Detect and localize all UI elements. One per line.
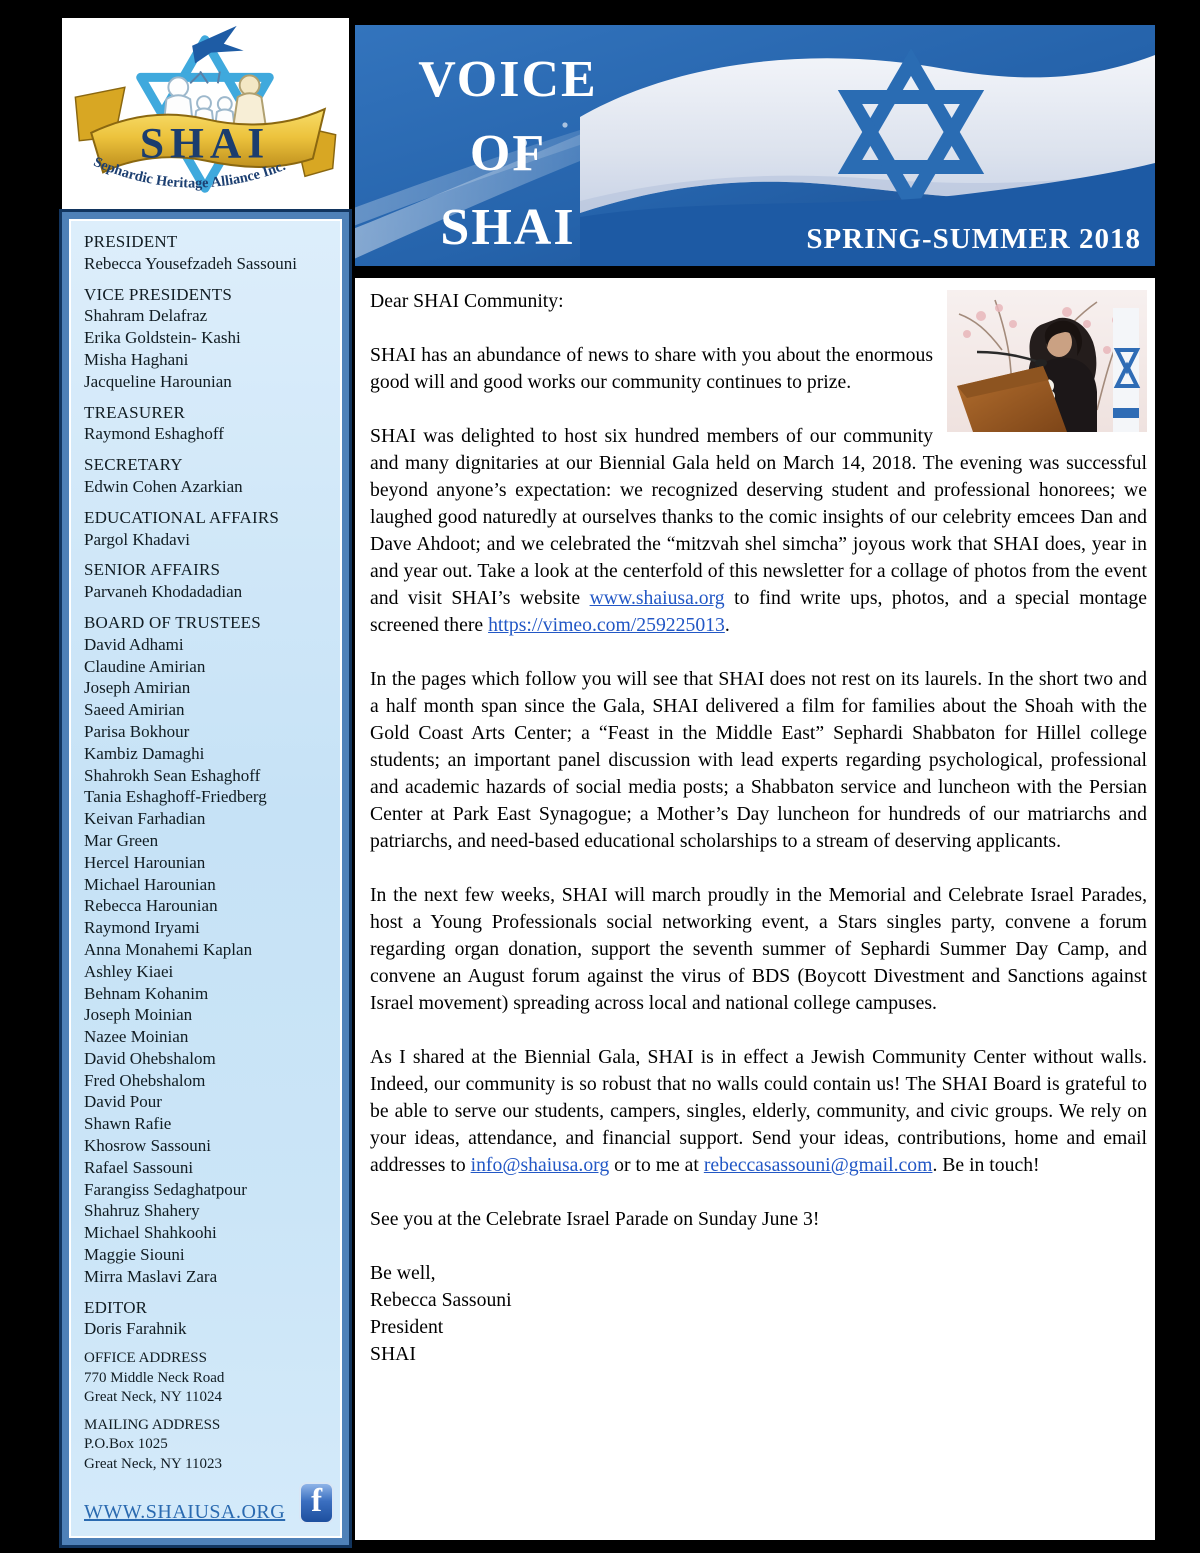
address-header: MAILING ADDRESS xyxy=(84,1416,221,1433)
person-name: Misha Haghani xyxy=(84,349,189,369)
president-photo xyxy=(947,290,1147,432)
person-name: Michael Harounian xyxy=(84,874,216,894)
name-list xyxy=(84,581,334,603)
section-header: SECRETARY xyxy=(84,455,183,475)
person-name: Claudine Amirian xyxy=(84,656,206,676)
letter-paragraph xyxy=(370,882,1147,1017)
text-run: . Be in touch! xyxy=(932,1154,1040,1176)
person-name: Fred Ohebshalom xyxy=(84,1070,206,1090)
name-list xyxy=(84,253,334,275)
person-name: Joseph Moinian xyxy=(84,1005,193,1025)
person-name: Kambiz Damaghi xyxy=(84,743,205,763)
masthead-banner xyxy=(355,25,1155,266)
signature-line: Rebecca Sassouni xyxy=(370,1289,512,1311)
signature-line: Be well, xyxy=(370,1262,436,1284)
person-name: Raymond Eshaghoff xyxy=(84,424,224,444)
signature-line: SHAI xyxy=(370,1343,416,1365)
address-line: P.O.Box 1025 xyxy=(84,1436,168,1453)
text-run: SHAI has an abundance of news to share with you about the enormous good will and good works our community continues to prize. xyxy=(370,344,933,393)
person-name: David Adhami xyxy=(84,634,184,654)
person-name: Shahram Delafraz xyxy=(84,306,208,326)
sidebar-section-editor xyxy=(84,1297,334,1341)
person-name: Jacqueline Harounian xyxy=(84,371,232,391)
text-run: See you at the Celebrate Israel Parade on Sunday June 3! xyxy=(370,1208,820,1230)
sidebar-section-educational-affairs xyxy=(84,507,334,551)
name-list xyxy=(84,423,334,445)
address-line: 770 Middle Neck Road xyxy=(84,1369,225,1386)
letter-content xyxy=(355,278,1155,1540)
name-list xyxy=(84,634,334,1288)
name-list xyxy=(84,305,334,392)
text-run: In the pages which follow you will see that SHAI does not rest on its laurels. In the short two and a half month span since the Gala, SHAI delivered a film for families about the Shoah with the Gold Coast Arts Center; a “Feast in the Middle East” Sephardi Shabbaton for Hillel college students; an important panel discussion with lead experts regarding psychological, professional and academic hazards of social media posts; a Shabbaton service and luncheon with the Persian Center at Park East Synagogue; a Mother’s Day luncheon for hundreds of our matriarchs and patriarchs, and need-based educational scholarships to a stream of deserving applicants. xyxy=(370,668,1147,852)
mailing-address xyxy=(84,1416,334,1475)
text-run: As I shared at the Biennial Gala, SHAI is in effect a Jewish Community Center without walls. Indeed, our community is so robust that no walls could contain us! The SHAI Board is grateful to be able to serve our students, campers, singles, elderly, community, and civic groups. We rely on your ideas, attendance, and financial support. Send your ideas, contributions, home and email addresses to xyxy=(370,1046,1147,1176)
title-line: VOICE xyxy=(418,51,598,108)
person-name: Farangiss Sedaghatpour xyxy=(84,1179,247,1199)
officers-sidebar xyxy=(62,212,349,1545)
website-link[interactable]: WWW.SHAIUSA.ORG xyxy=(84,1501,286,1524)
salutation: Dear SHAI Community: xyxy=(370,290,564,312)
sidebar-section-president xyxy=(84,231,334,275)
text-run: . xyxy=(724,614,730,636)
person-name: Raymond Iryami xyxy=(84,918,200,938)
person-name: Maggie Siouni xyxy=(84,1245,185,1265)
person-name: Nazee Moinian xyxy=(84,1027,189,1047)
logo-tagline: Sephardic Heritage Alliance Inc. xyxy=(91,154,288,192)
inline-link[interactable]: www.shaiusa.org xyxy=(589,587,725,609)
person-name: Khosrow Sassouni xyxy=(84,1136,212,1156)
name-list xyxy=(84,476,334,498)
letter-paragraph xyxy=(370,423,1147,639)
sidebar-section-secretary xyxy=(84,454,334,498)
person-name: Pargol Khadavi xyxy=(84,529,190,549)
person-name: Tania Eshaghoff-Friedberg xyxy=(84,787,267,807)
person-name: David Pour xyxy=(84,1092,162,1112)
address-line: Great Neck, NY 11024 xyxy=(84,1389,223,1406)
letter-paragraph xyxy=(370,1044,1147,1179)
section-header: BOARD OF TRUSTEES xyxy=(84,612,261,632)
person-name: Saeed Amirian xyxy=(84,700,185,720)
person-name: David Ohebshalom xyxy=(84,1048,216,1068)
person-name: Rebecca Yousefzadeh Sassouni xyxy=(84,253,297,273)
person-name: Joseph Amirian xyxy=(84,678,191,698)
text-run: to find write ups, photos, and a special montage screened there xyxy=(370,587,1147,636)
sidebar-section-trustees xyxy=(84,612,334,1288)
shai-logo-graphic xyxy=(62,18,349,210)
address-lines xyxy=(84,1435,334,1474)
name-list xyxy=(84,1318,334,1340)
shai-logo xyxy=(62,18,349,210)
section-header: PRESIDENT xyxy=(84,232,178,251)
section-header: EDUCATIONAL AFFAIRS xyxy=(84,507,280,527)
address-header: OFFICE ADDRESS xyxy=(84,1350,207,1367)
name-list xyxy=(84,529,334,551)
facebook-icon[interactable]: f xyxy=(299,1482,334,1524)
section-header: TREASURER xyxy=(84,402,185,422)
person-name: Mirra Maslavi Zara xyxy=(84,1266,218,1286)
letter-paragraph xyxy=(370,1206,1147,1233)
title-line: SHAI xyxy=(440,199,576,256)
logo-wordmark: SHAI xyxy=(139,119,271,168)
section-header: SENIOR AFFAIRS xyxy=(84,560,221,580)
person-name: Edwin Cohen Azarkian xyxy=(84,476,243,496)
person-name: Shahruz Shahery xyxy=(84,1201,200,1221)
person-name: Behnam Kohanim xyxy=(84,983,209,1003)
text-run: or to me at xyxy=(609,1154,704,1176)
inline-link[interactable]: https://vimeo.com/259225013 xyxy=(488,614,725,636)
text-run: SHAI was delighted to host six hundred members of our community and many dignitaries at our Biennial Gala held on March 14, 2018. The evening was successful beyond anyone’s expectation: we recognized deserving student and professional honorees; we laughed good naturedly at ourselves thanks to the comic insights of our celebrity emcees Dan and Dave Ahdoot; and we celebrated the “mitzvah shel simcha” joyous work that SHAI does, year in and year out. Take a look at the centerfold of this newsletter for a collage of photos from the event and visit SHAI’s website xyxy=(370,425,1147,609)
person-name: Erika Goldstein- Kashi xyxy=(84,328,241,348)
person-name: Anna Monahemi Kaplan xyxy=(84,939,253,959)
person-name: Shahrokh Sean Eshaghoff xyxy=(84,765,261,785)
section-header: EDITOR xyxy=(84,1297,148,1317)
sidebar-section-vice-presidents xyxy=(84,284,334,393)
signature-line: President xyxy=(370,1316,444,1338)
inline-link[interactable]: info@shaiusa.org xyxy=(470,1154,610,1176)
newsletter-title xyxy=(383,43,633,265)
address-line: Great Neck, NY 11023 xyxy=(84,1455,223,1472)
president-photo-graphic xyxy=(947,290,1147,432)
address-lines xyxy=(84,1369,334,1408)
person-name: Ashley Kiaei xyxy=(84,961,174,981)
person-name: Michael Shahkoohi xyxy=(84,1223,217,1243)
letter-paragraph xyxy=(370,666,1147,855)
person-name: Doris Farahnik xyxy=(84,1319,187,1339)
signature-block xyxy=(370,1260,1147,1368)
section-header: VICE PRESIDENTS xyxy=(84,284,232,304)
person-name: Mar Green xyxy=(84,830,159,850)
person-name: Shawn Rafie xyxy=(84,1114,172,1134)
person-name: Parisa Bokhour xyxy=(84,721,190,741)
title-line: OF xyxy=(469,125,547,182)
photo-flag xyxy=(1113,308,1139,432)
text-run: In the next few weeks, SHAI will march proudly in the Memorial and Celebrate Israel Parades, host a Young Professionals social networking event, a Stars singles party, convene a forum regarding organ donation, support the seventh summer of Sephardi Summer Day Camp, and convene an August forum against the virus of BDS (Boycott Divestment and Sanctions against Israel movement) spreading across local and national college campuses. xyxy=(370,884,1147,1014)
person-name: Rebecca Harounian xyxy=(84,896,218,916)
sidebar-section-senior-affairs xyxy=(84,559,334,603)
issue-label: SPRING-SUMMER 2018 xyxy=(806,223,1141,255)
sidebar-section-treasurer xyxy=(84,402,334,446)
office-address xyxy=(84,1349,334,1408)
inline-link[interactable]: rebeccasassouni@gmail.com xyxy=(703,1154,933,1176)
sidebar-footer xyxy=(84,1482,334,1524)
person-name: Parvaneh Khodadadian xyxy=(84,582,243,602)
person-name: Rafael Sassouni xyxy=(84,1157,194,1177)
person-name: Keivan Farhadian xyxy=(84,809,206,829)
person-name: Hercel Harounian xyxy=(84,852,206,872)
